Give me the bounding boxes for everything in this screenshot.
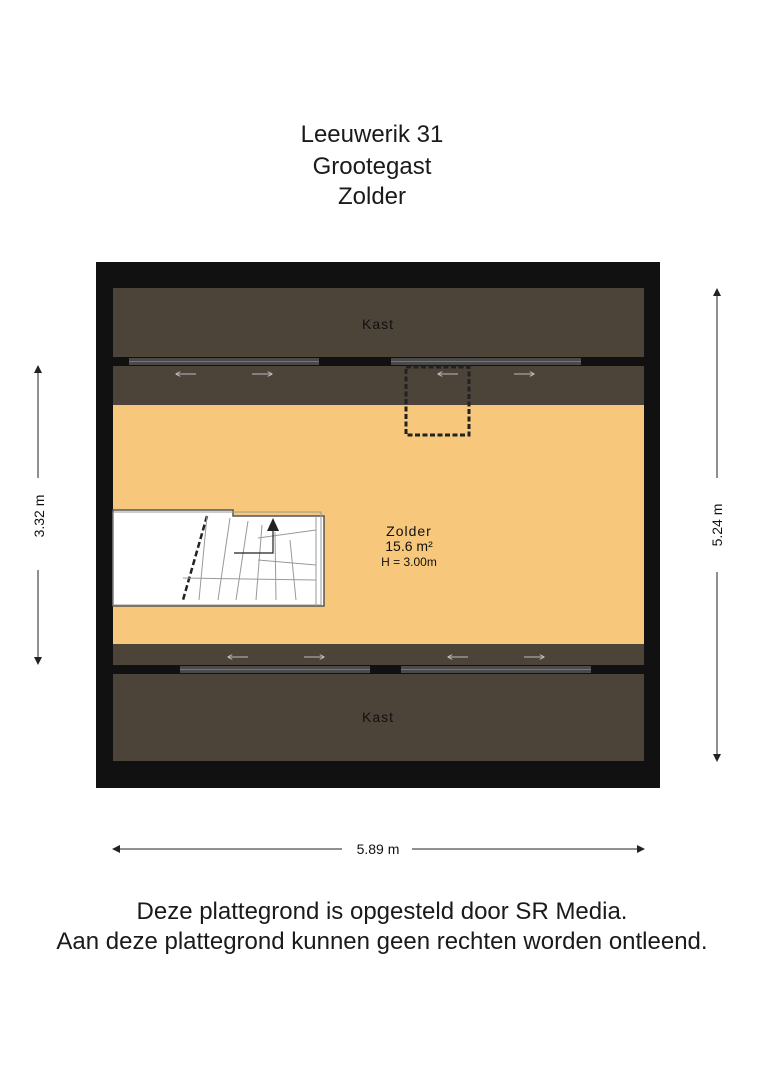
staircase bbox=[113, 510, 324, 606]
disclaimer-line-1: Deze plattegrond is opgesteld door SR Media. bbox=[136, 898, 628, 925]
disclaimer-line-2: Aan deze plattegrond kunnen geen rechten worden ontleend. bbox=[56, 928, 708, 955]
dimension-label-bottom: 5.89 m bbox=[356, 841, 400, 857]
dimension-bottom bbox=[113, 841, 644, 857]
dimension-right bbox=[709, 289, 725, 761]
room-area: 15.6 m² bbox=[385, 538, 433, 554]
kneewall-zone-top bbox=[113, 366, 644, 405]
title-city: Grootegast bbox=[312, 153, 432, 180]
room-label-kast-top: Kast bbox=[361, 316, 395, 332]
title-floor: Zolder bbox=[337, 183, 407, 210]
dimension-label-left: 3.32 m bbox=[31, 494, 47, 538]
title-address: Leeuwerik 31 bbox=[300, 121, 444, 148]
kneewall-zone-bottom bbox=[113, 644, 644, 665]
dimension-left bbox=[31, 0, 47, 664]
dimension-label-right: 5.24 m bbox=[709, 503, 725, 547]
room-height: H = 3.00m bbox=[381, 555, 437, 569]
room-label-zolder: Zolder bbox=[386, 523, 432, 539]
room-label-kast-bottom: Kast bbox=[361, 709, 395, 725]
